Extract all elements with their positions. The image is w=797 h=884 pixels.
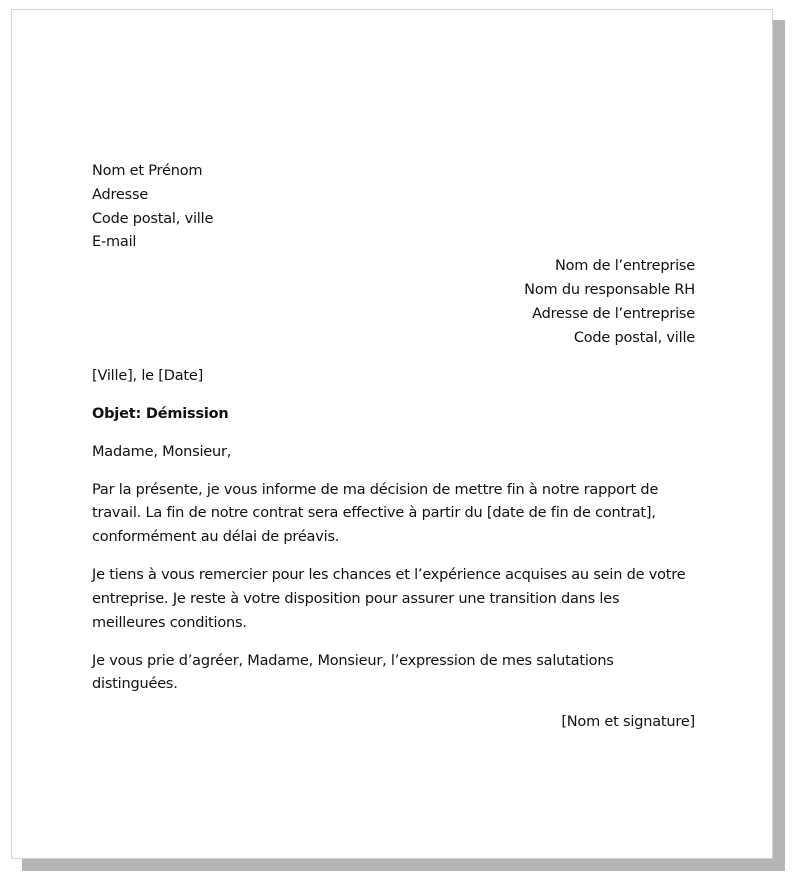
sender-block [92,160,695,255]
body-paragraph-1: Par la présente, je vous informe de ma décision de mettre fin à notre rapport de travail. La fin de notre contrat sera effective à partir du [date de fin de contrat], conformément au délai de préavis. [92,481,659,546]
letter-page [11,9,773,859]
letter-content [92,160,695,735]
recipient-postal-city: Code postal, ville [573,329,695,346]
salutation: Madame, Monsieur, [92,443,232,460]
sender-name: Nom et Prénom [92,163,203,179]
sender-address: Adresse [92,186,149,203]
recipient-hr-manager: Nom du responsable RH [524,281,695,298]
recipient-company-address: Adresse de l’entreprise [532,305,695,322]
recipient-block [92,255,695,350]
sender-email: E-mail [92,234,137,251]
sender-postal-city: Code postal, ville [92,210,214,227]
subject-line: Objet: Démission [92,405,229,422]
place-date: [Ville], le [Date] [92,367,204,384]
signature: [Nom et signature] [561,714,695,731]
recipient-company: Nom de l’entreprise [554,258,695,275]
closing-paragraph: Je vous prie d’agréer, Madame, Monsieur, l’expression de mes salutations distinguées. [92,652,614,693]
body-paragraph-2: Je tiens à vous remercier pour les chances et l’expérience acquises au sein de votre entreprise. Je reste à votre disposition pour assurer une transition dans les meilleures conditions. [92,567,686,631]
